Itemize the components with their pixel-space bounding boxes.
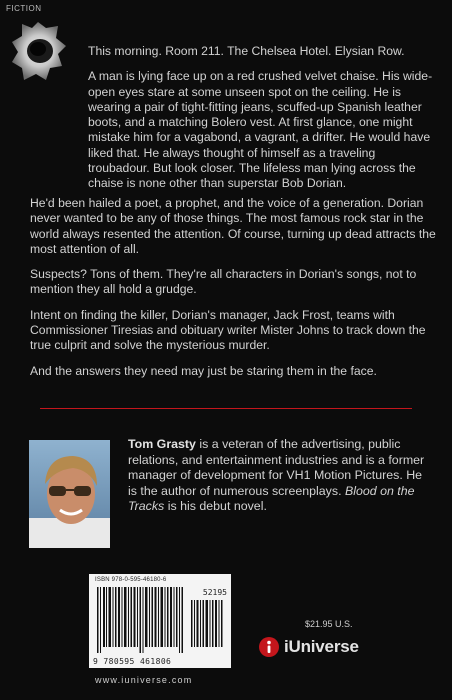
bullet-hole-icon (6, 16, 72, 88)
blurb-paragraph: A man is lying face up on a red crushed velvet chaise. His wide-open eyes stare at some unseen spot on the ceiling. He is wearing a pair of tight-fitting jeans, scuffed-up Spanish leather boots, and a matching Bolero vest. At first glance, one might mistake him for a vagabond, a vagrant, a drifter. He would have liked that. He always thought of himself as a traveling troubadour. But look closer. The lifeless man lying across the chaise is none other than superstar Bob Dorian. (88, 69, 433, 191)
back-cover-blurb (88, 44, 438, 202)
author-bio (128, 437, 429, 515)
bio-text: is a veteran of the advertising, public relations, and entertainment industries and is a former manager of development for VH1 Motion Pictures. He is the author of numerous screenplays. (128, 437, 425, 498)
author-name: Tom Grasty (128, 437, 196, 451)
isbn-label: ISBN 978-0-595-46180-6 (95, 577, 167, 583)
book-title: Blood on the Tracks (128, 483, 415, 514)
red-divider (40, 408, 412, 409)
barcode (89, 574, 231, 668)
barcode-digits: 9 780595 461806 (93, 657, 172, 666)
publisher-logo (258, 636, 359, 658)
blurb-paragraph: Intent on finding the killer, Dorian's manager, Jack Frost, teams with Commissioner Tiresias and obituary writer Mister Johns to track down the true culprit and solve the mysterious murder. (30, 307, 426, 353)
publisher-name: iUniverse (284, 637, 359, 656)
bio-text-end: is his debut novel. (164, 499, 267, 514)
price-label: $21.95 U.S. (305, 619, 353, 629)
blurb-paragraph: Suspects? Tons of them. They're all characters in Dorian's songs, not to mention they all hold a grudge. (30, 267, 417, 297)
iuniverse-logo-icon (258, 636, 280, 658)
blurb-opening-line: This morning. Room 211. The Chelsea Hotel. Elysian Row. (88, 44, 405, 58)
barcode-supplement: 52195 (202, 588, 227, 597)
publisher-website[interactable]: www.iuniverse.com (95, 675, 193, 685)
author-photo (29, 440, 110, 548)
genre-label: FICTION (6, 4, 42, 13)
blurb-paragraph: And the answers they need may just be staring them in the face. (30, 363, 377, 378)
blurb-continued (30, 196, 438, 379)
blurb-paragraph: He'd been hailed a poet, a prophet, and the voice of a generation. Dorian never wanted to be any of those things. The most famous rock star in the world always resented the attention. Of course, turning up dead attracts the most attention of all. (30, 196, 436, 256)
